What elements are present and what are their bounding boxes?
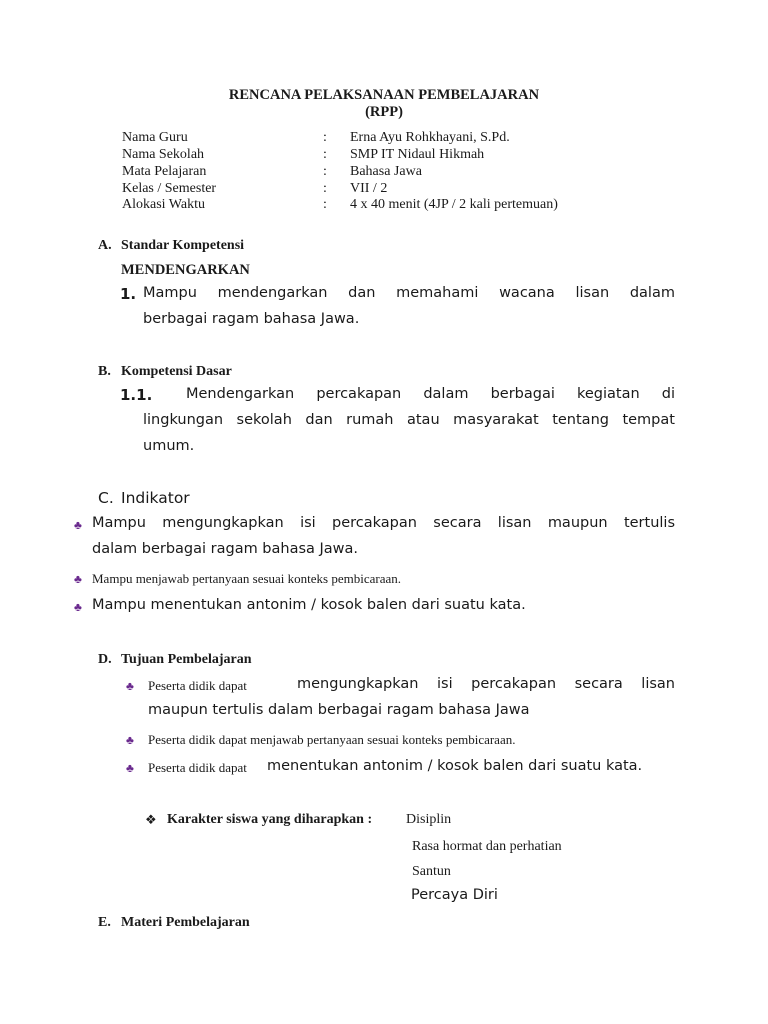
word: Mendengarkan — [186, 386, 295, 402]
club-bullet-icon: ♣ — [74, 572, 82, 586]
word: atau — [406, 412, 440, 428]
text-line — [143, 412, 675, 428]
word: rumah — [346, 412, 394, 428]
document-subtitle: (RPP) — [365, 104, 403, 120]
word: percakapan — [471, 676, 557, 692]
section-title: Kompetensi Dasar — [121, 364, 232, 379]
word: dalam — [423, 386, 469, 402]
goal-item: menentukan antonim / kosok balen dari suatu kata. — [267, 758, 643, 774]
info-value: 4 x 40 menit (4JP / 2 kali pertemuan) — [350, 197, 558, 212]
goal-item-lead: Peserta didik dapat — [148, 760, 247, 775]
text-line: umum. — [143, 438, 195, 454]
section-title: Standar Kompetensi — [121, 238, 245, 253]
info-value: VII / 2 — [350, 181, 388, 196]
text-line: berbagai ragam bahasa Jawa. — [143, 311, 360, 327]
goal-item-lead: Peserta didik dapat — [148, 678, 247, 693]
word: masyarakat — [453, 412, 539, 428]
section-letter: E. — [98, 915, 111, 930]
info-separator: : — [323, 130, 327, 145]
info-label: Kelas / Semester — [122, 181, 217, 196]
word: percakapan — [332, 515, 417, 531]
word: maupun — [547, 515, 608, 531]
karakter-label: Karakter siswa yang diharapkan : — [167, 812, 373, 827]
text-line — [297, 676, 675, 692]
section-letter: B. — [98, 364, 111, 379]
karakter-item: Percaya Diri — [411, 887, 498, 903]
word: di — [661, 386, 675, 402]
word: isi — [300, 515, 316, 531]
word: lisan — [575, 285, 610, 301]
info-separator: : — [323, 147, 327, 162]
club-bullet-icon: ♣ — [74, 600, 82, 614]
word: kegiatan — [576, 386, 640, 402]
text-line — [143, 285, 675, 301]
section-title: Materi Pembelajaran — [121, 915, 250, 930]
text-line: dalam berbagai ragam bahasa Jawa. — [92, 541, 359, 557]
word: lisan — [641, 676, 675, 692]
word: Mampu — [143, 285, 197, 301]
indicator-item: Mampu menentukan antonim / kosok balen dari suatu kata. — [92, 597, 526, 613]
karakter-item: Rasa hormat dan perhatian — [412, 839, 562, 854]
text-line — [92, 515, 675, 531]
info-separator: : — [323, 181, 327, 196]
word: dan — [348, 285, 376, 301]
word: wacana — [499, 285, 555, 301]
karakter-item: Disiplin — [406, 812, 452, 827]
club-bullet-icon: ♣ — [126, 761, 134, 775]
document-title: RENCANA PELAKSANAAN PEMBELAJARAN — [228, 87, 540, 103]
section-title: Tujuan Pembelajaran — [121, 652, 252, 667]
word: tentang — [552, 412, 609, 428]
word: Mampu — [92, 515, 146, 531]
word: lisan — [497, 515, 532, 531]
section-subtitle: MENDENGARKAN — [121, 262, 250, 278]
club-bullet-icon: ♣ — [74, 518, 82, 532]
item-number: 1.1. — [120, 386, 153, 404]
section-letter: A. — [98, 238, 112, 253]
info-separator: : — [323, 164, 327, 179]
word: tempat — [622, 412, 675, 428]
word: sekolah — [236, 412, 292, 428]
section-letter: C. — [98, 489, 114, 507]
section-letter: D. — [98, 652, 112, 667]
word: isi — [437, 676, 453, 692]
word: lingkungan — [143, 412, 224, 428]
word: secara — [574, 676, 623, 692]
club-bullet-icon: ♣ — [126, 733, 134, 747]
info-value: SMP IT Nidaul Hikmah — [350, 147, 485, 162]
info-label: Nama Guru — [122, 130, 188, 145]
word: percakapan — [316, 386, 402, 402]
indicator-item: Mampu menjawab pertanyaan sesuai konteks pembicaraan. — [92, 571, 401, 586]
info-value: Bahasa Jawa — [350, 164, 422, 179]
info-label: Nama Sekolah — [122, 147, 205, 162]
info-label: Mata Pelajaran — [122, 164, 207, 179]
club-bullet-icon: ♣ — [126, 679, 134, 693]
karakter-item: Santun — [412, 864, 451, 879]
text-line — [186, 386, 675, 402]
info-value: Erna Ayu Rohkhayani, S.Pd. — [350, 130, 510, 145]
word: mengungkapkan — [162, 515, 284, 531]
info-separator: : — [323, 197, 327, 212]
goal-item: Peserta didik dapat menjawab pertanyaan sesuai konteks pembicaraan. — [148, 732, 516, 747]
word: mengungkapkan — [297, 676, 419, 692]
text-line: maupun tertulis dalam berbagai ragam bahasa Jawa — [148, 702, 530, 718]
word: secara — [433, 515, 482, 531]
word: berbagai — [490, 386, 555, 402]
word: tertulis — [623, 515, 675, 531]
diamond-bullet-icon: ❖ — [145, 812, 157, 827]
item-number: 1. — [120, 285, 137, 303]
word: dan — [305, 412, 333, 428]
section-title: Indikator — [121, 489, 190, 507]
word: mendengarkan — [217, 285, 328, 301]
info-label: Alokasi Waktu — [122, 197, 205, 212]
word: dalam — [629, 285, 675, 301]
word: memahami — [396, 285, 479, 301]
